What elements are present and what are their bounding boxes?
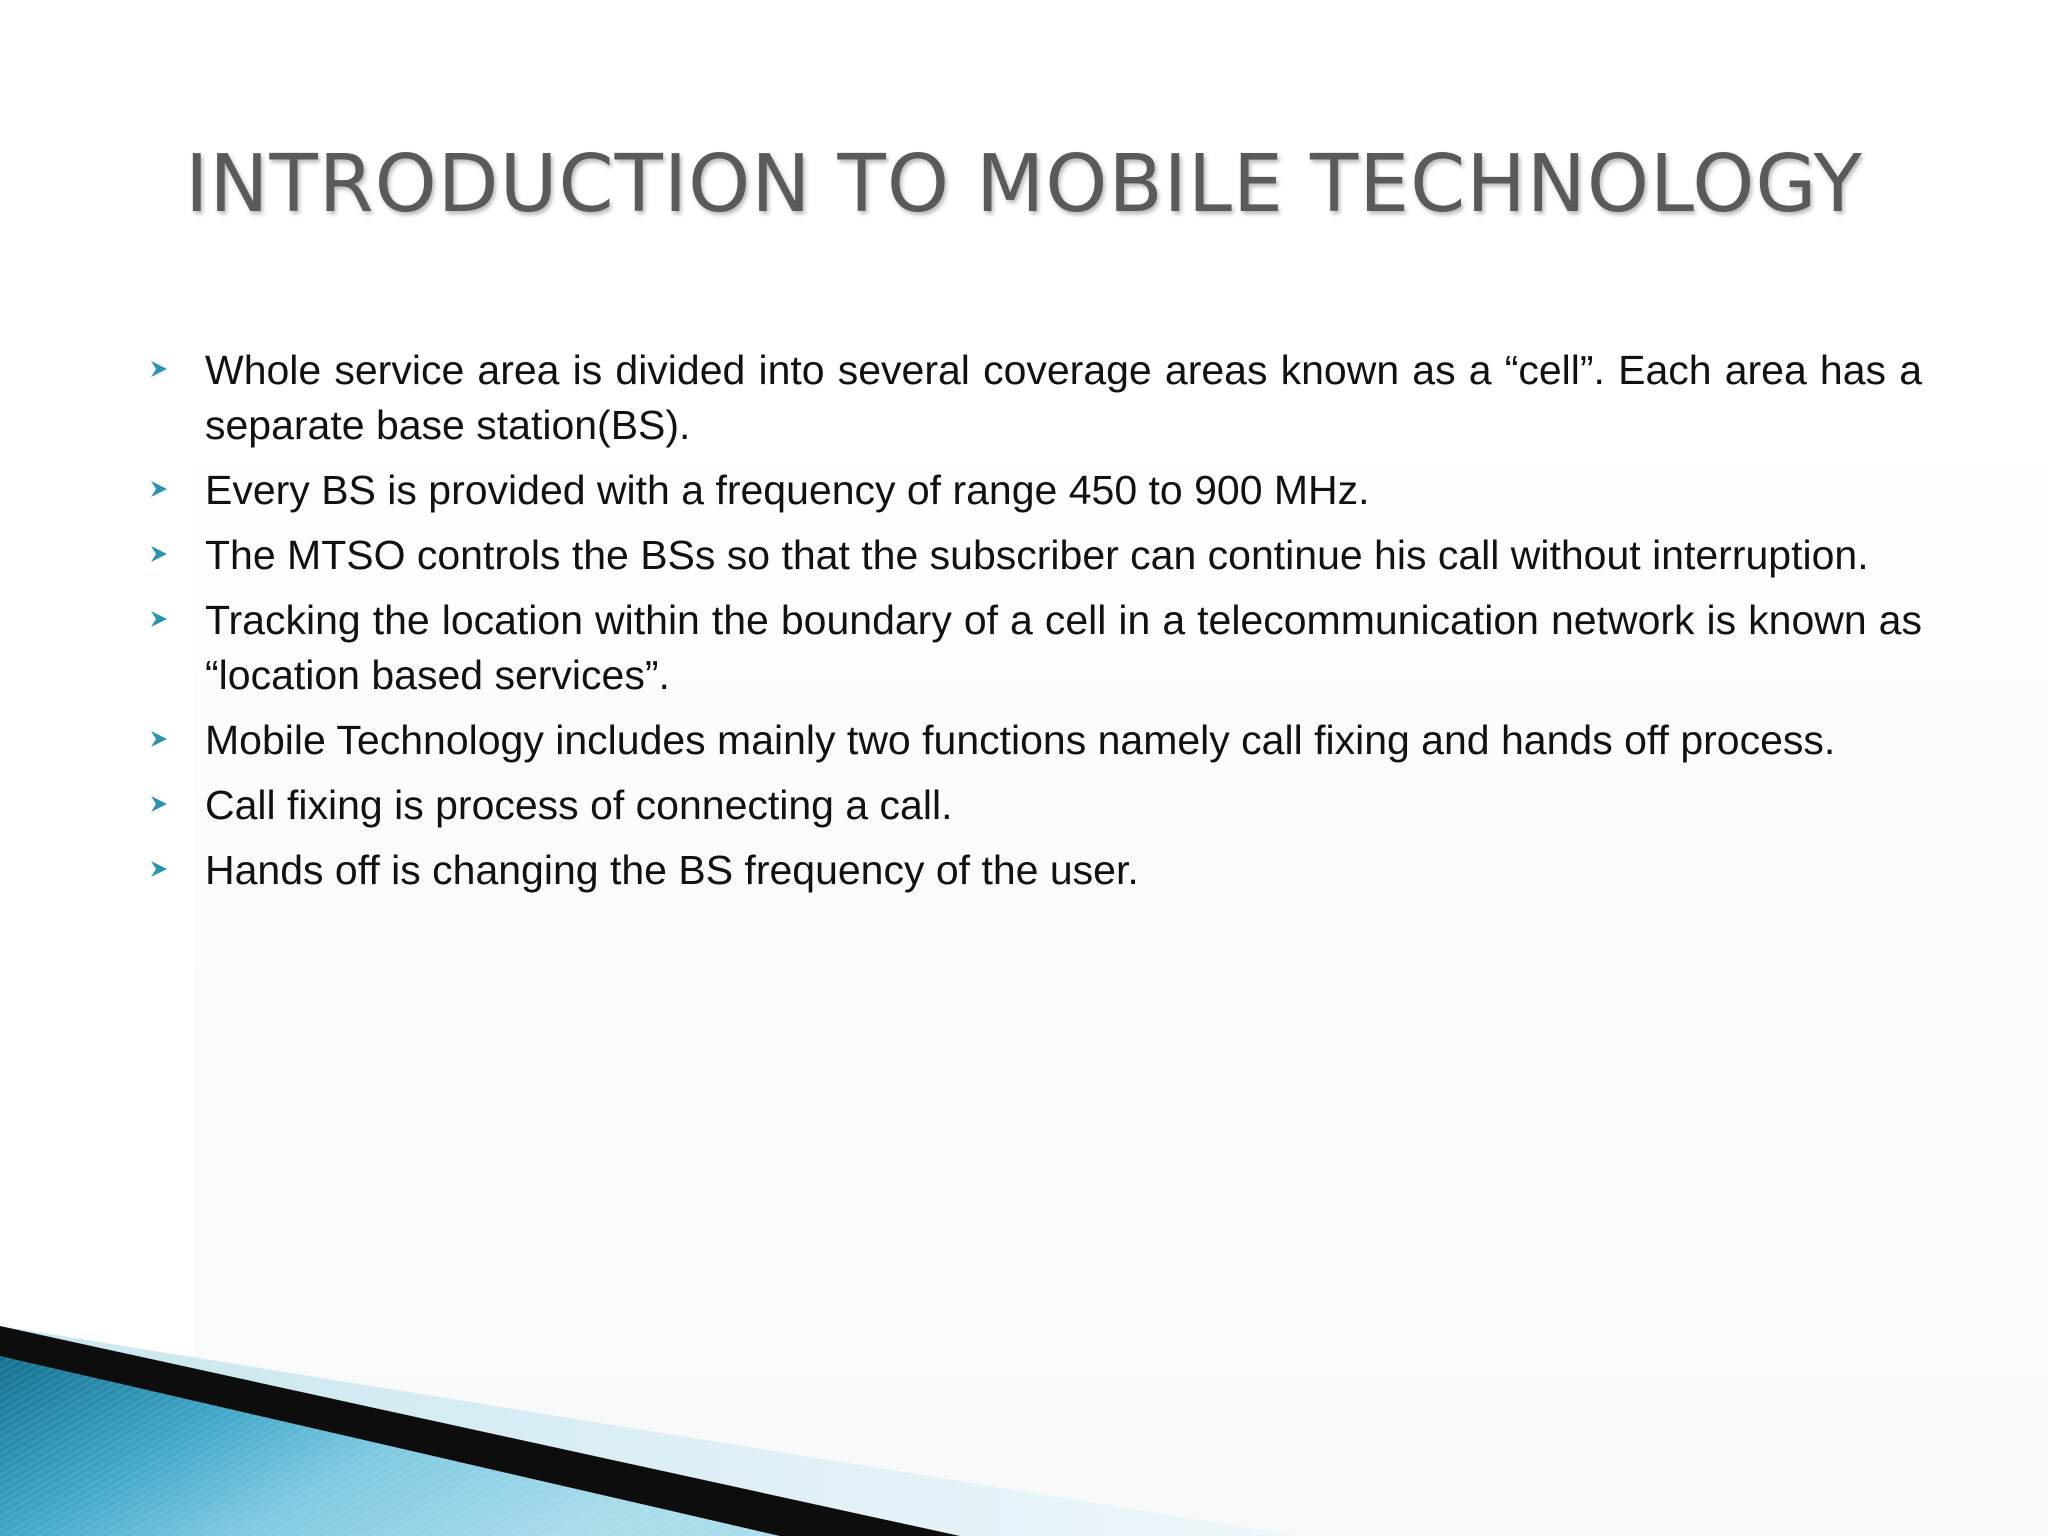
bullet-item <box>140 713 1922 768</box>
arrowhead-bullet-icon <box>149 859 169 879</box>
arrowhead-bullet-icon <box>149 544 169 564</box>
slide-title: INTRODUCTION TO MOBILE TECHNOLOGY <box>185 138 1863 230</box>
bullet-text: Whole service area is divided into several coverage areas known as a “cell”. Each area has a separate base station(BS). <box>205 347 1922 448</box>
bullet-list <box>140 343 1922 908</box>
bullet-item <box>140 463 1922 518</box>
bullet-item <box>140 528 1922 583</box>
bullet-text: Mobile Technology includes mainly two functions namely call fixing and hands off process. <box>205 717 1836 763</box>
decorative-corner-swoosh <box>0 1286 1300 1536</box>
arrowhead-bullet-icon <box>149 729 169 749</box>
bullet-text: Hands off is changing the BS frequency of the user. <box>205 847 1139 893</box>
bullet-item <box>140 593 1922 703</box>
arrowhead-bullet-icon <box>149 794 169 814</box>
bullet-item <box>140 343 1922 453</box>
bullet-text: Call fixing is process of connecting a call. <box>205 782 953 828</box>
bullet-text: Every BS is provided with a frequency of range 450 to 900 MHz. <box>205 467 1370 513</box>
bullet-item <box>140 778 1922 833</box>
bullet-item <box>140 843 1922 898</box>
bullet-text: The MTSO controls the BSs so that the subscriber can continue his call without interruption. <box>205 532 1869 578</box>
arrowhead-bullet-icon <box>149 479 169 499</box>
arrowhead-bullet-icon <box>149 609 169 629</box>
bullet-text: Tracking the location within the boundary of a cell in a telecommunication network is known as “location based services”. <box>205 597 1922 698</box>
arrowhead-bullet-icon <box>149 359 169 379</box>
